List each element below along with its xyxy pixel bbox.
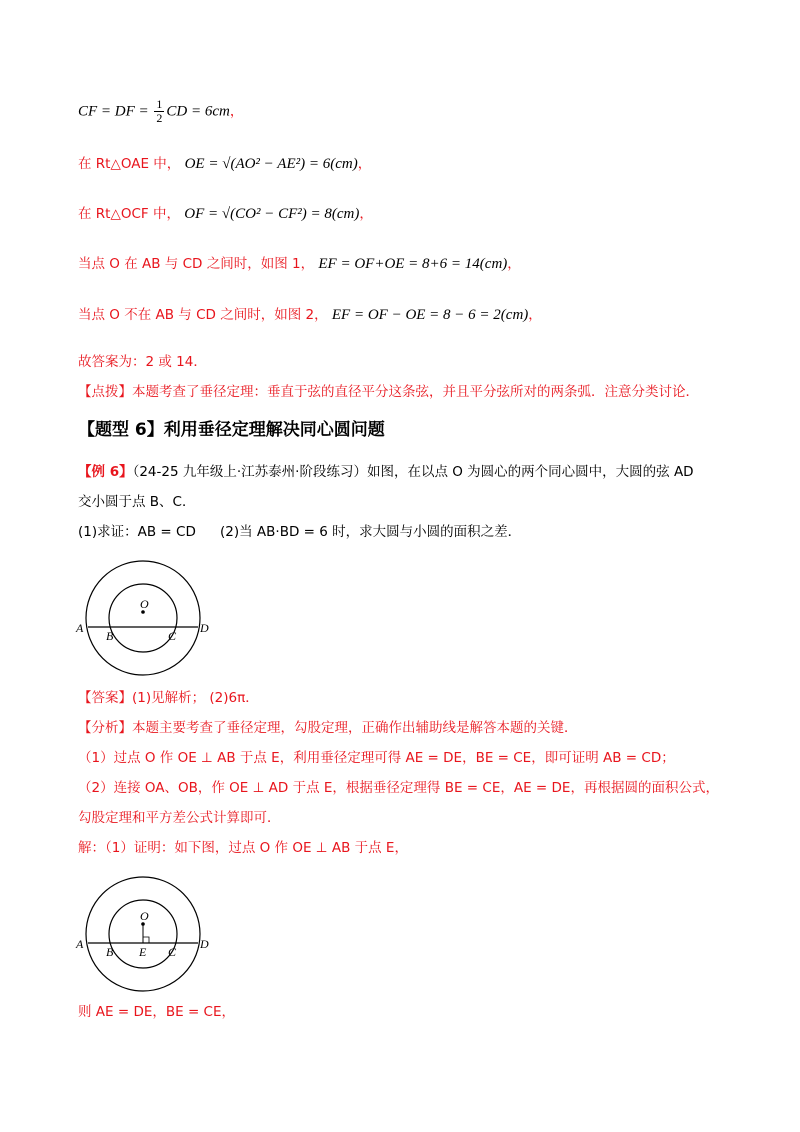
- label-o: O: [140, 597, 149, 611]
- line-ocf: [78, 202, 373, 223]
- label-c: C: [168, 945, 177, 959]
- text-in-ocf: 在 Rt△OCF 中，: [78, 206, 180, 222]
- fraction-half: [154, 98, 164, 125]
- punct: ，: [359, 206, 373, 222]
- fraction-numerator: 1: [156, 97, 163, 111]
- label-b: B: [106, 629, 114, 643]
- math-cd: CD = 6cm: [166, 103, 230, 120]
- answer-line: 【答案】(1)见解析； (2)6π．: [78, 690, 259, 706]
- analysis-line: 【分析】本题主要考查了垂径定理，勾股定理，正确作出辅助线是解答本题的关键．: [78, 720, 578, 736]
- line-cf-df: [78, 98, 243, 125]
- example-text2: 交小圆于点 B、C．: [78, 494, 196, 510]
- math-of: OF = √(CO² − CF²) = 8(cm): [184, 206, 360, 222]
- line-case1: [78, 252, 521, 273]
- solution-step1: 解：（1）证明：如下图，过点 O 作 OE ⊥ AB 于点 E，: [78, 840, 408, 856]
- label-o: O: [140, 909, 149, 923]
- label-c: C: [168, 629, 177, 643]
- math-cf-df: CF = DF =: [78, 103, 153, 120]
- large-circle: [86, 561, 200, 675]
- line-oae: [78, 152, 371, 173]
- solution-step2: 则 AE = DE，BE = CE，: [78, 1004, 236, 1020]
- analysis-step1: （1）过点 O 作 OE ⊥ AB 于点 E，利用垂径定理可得 AE = DE，BE = CE，即可证明 AB = CD；: [78, 750, 675, 766]
- answer-note: 故答案为：2 或 14．: [78, 354, 207, 370]
- math-ef-diff: EF = OF − OE = 8 − 6 = 2(cm): [331, 307, 529, 323]
- label-a: A: [76, 621, 84, 635]
- label-e: E: [139, 945, 147, 959]
- concentric-circles-figure-with-e: [70, 876, 220, 996]
- label-d: D: [200, 621, 209, 635]
- text-in-oae: 在 Rt△OAE 中，: [78, 156, 181, 172]
- label-d: D: [200, 937, 209, 951]
- punct: ，: [507, 256, 521, 272]
- example-line1: [78, 460, 694, 480]
- example-text1: （24-25 九年级上·江苏泰州·阶段练习）如图，在以点 O 为圆心的两个同心圆中，大圆的弦 AD: [132, 464, 694, 480]
- math-oe: OE = √(AO² − AE²) = 6(cm): [184, 156, 358, 172]
- label-a: A: [76, 937, 84, 951]
- punct: ，: [229, 103, 244, 120]
- concentric-circles-figure: [70, 560, 220, 680]
- punct: ，: [357, 156, 372, 172]
- math-ef-sum: EF = OF+OE = 8+6 = 14(cm): [318, 256, 508, 272]
- right-angle-mark: [143, 937, 149, 943]
- label-b: B: [106, 945, 114, 959]
- tip-note: 【点拨】本题考查了垂径定理：垂直于弦的直径平分这条弦，并且平分弦所对的两条弧．注意分类讨论．: [78, 384, 699, 400]
- text-case1: 当点 O 在 AB 与 CD 之间时，如图 1，: [78, 256, 315, 272]
- punct: ，: [528, 307, 542, 323]
- small-circle: [109, 584, 177, 652]
- question-2: (2)当 AB·BD = 6 时，求大圆与小圆的面积之差．: [220, 524, 522, 540]
- line-case2: [78, 303, 542, 324]
- fraction-denominator: 2: [156, 111, 163, 125]
- question-1: (1)求证：AB = CD: [78, 524, 196, 540]
- section-title: 【题型 6】利用垂径定理解决同心圆问题: [78, 420, 385, 440]
- text-case2: 当点 O 不在 AB 与 CD 之间时，如图 2，: [78, 307, 328, 323]
- example-tag: 【例 6】: [78, 464, 133, 480]
- analysis-step3: 勾股定理和平方差公式计算即可．: [78, 810, 281, 826]
- analysis-step2: （2）连接 OA、OB，作 OE ⊥ AD 于点 E，根据垂径定理得 BE = CE，AE = DE，再根据圆的面积公式，: [78, 780, 719, 796]
